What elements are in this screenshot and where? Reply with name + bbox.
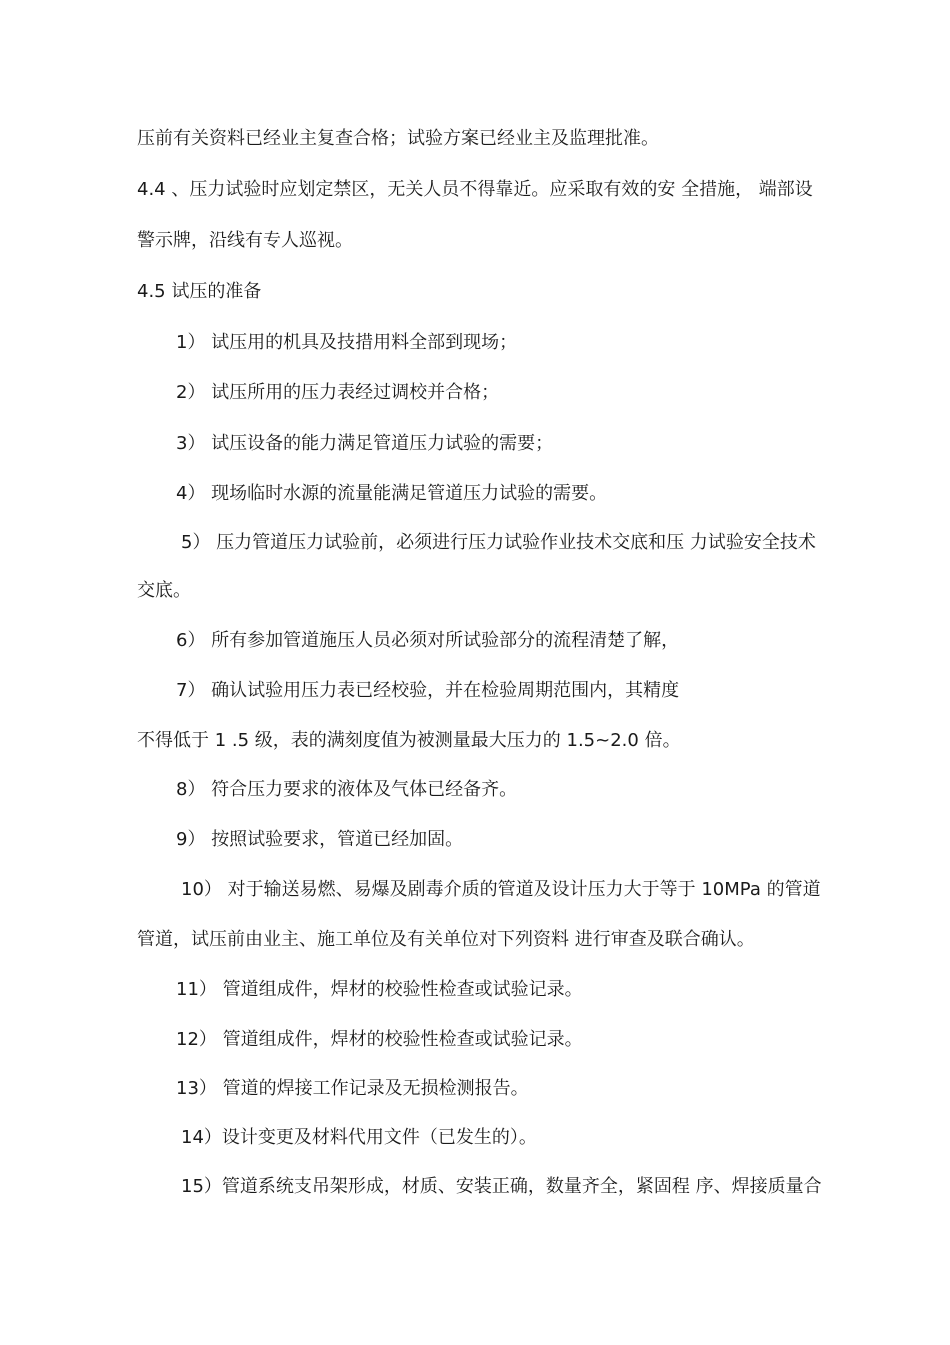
list-item-9: 9） 按照试验要求，管道已经加固。 (176, 829, 464, 850)
list-item-8: 8） 符合压力要求的液体及气体已经备齐。 (176, 779, 518, 800)
list-item-5-cont: 交底。 (137, 580, 191, 601)
list-item-10: 10） 对于输送易燃、易爆及剧毒介质的管道及设计压力大于等于 10MPa 的管道 (181, 879, 821, 900)
list-item-12: 12） 管道组成件，焊材的校验性检查或试验记录。 (176, 1029, 583, 1050)
list-item-4: 4） 现场临时水源的流量能满足管道压力试验的需要。 (176, 483, 608, 504)
list-item-7: 7） 确认试验用压力表已经校验，并在检验周期范围内，其精度 (176, 680, 680, 701)
list-item-6: 6） 所有参加管道施压人员必须对所试验部分的流程清楚了解， (176, 630, 680, 651)
list-item-5: 5） 压力管道压力试验前，必须进行压力试验作业技术交底和压 力试验安全技术 (181, 532, 816, 553)
list-item-14: 14）设计变更及材料代用文件（已发生的）。 (181, 1127, 537, 1148)
list-item-3: 3） 试压设备的能力满足管道压力试验的需要； (176, 433, 554, 454)
text-line-1: 压前有关资料已经业主复查合格；试验方案已经业主及监理批准。 (137, 128, 659, 149)
list-item-10-cont: 管道，试压前由业主、施工单位及有关单位对下列资料 进行审查及联合确认。 (137, 929, 755, 950)
text-line-3: 警示牌，沿线有专人巡视。 (137, 230, 353, 251)
list-item-11: 11） 管道组成件，焊材的校验性检查或试验记录。 (176, 979, 583, 1000)
list-item-2: 2） 试压所用的压力表经过调校并合格； (176, 382, 500, 403)
list-item-15: 15）管道系统支吊架形成，材质、安装正确，数量齐全，紧固程 序、焊接质量合 (181, 1176, 822, 1197)
section-heading-4-5: 4.5 试压的准备 (137, 281, 262, 302)
list-item-1: 1） 试压用的机具及技措用料全部到现场； (176, 332, 518, 353)
text-line-2: 4.4 、压力试验时应划定禁区，无关人员不得靠近。应采取有效的安 全措施， 端部设 (137, 179, 813, 200)
list-item-13: 13） 管道的焊接工作记录及无损检测报告。 (176, 1078, 529, 1099)
list-item-7-cont: 不得低于 1 .5 级，表的满刻度值为被测量最大压力的 1.5~2.0 倍。 (137, 730, 681, 751)
